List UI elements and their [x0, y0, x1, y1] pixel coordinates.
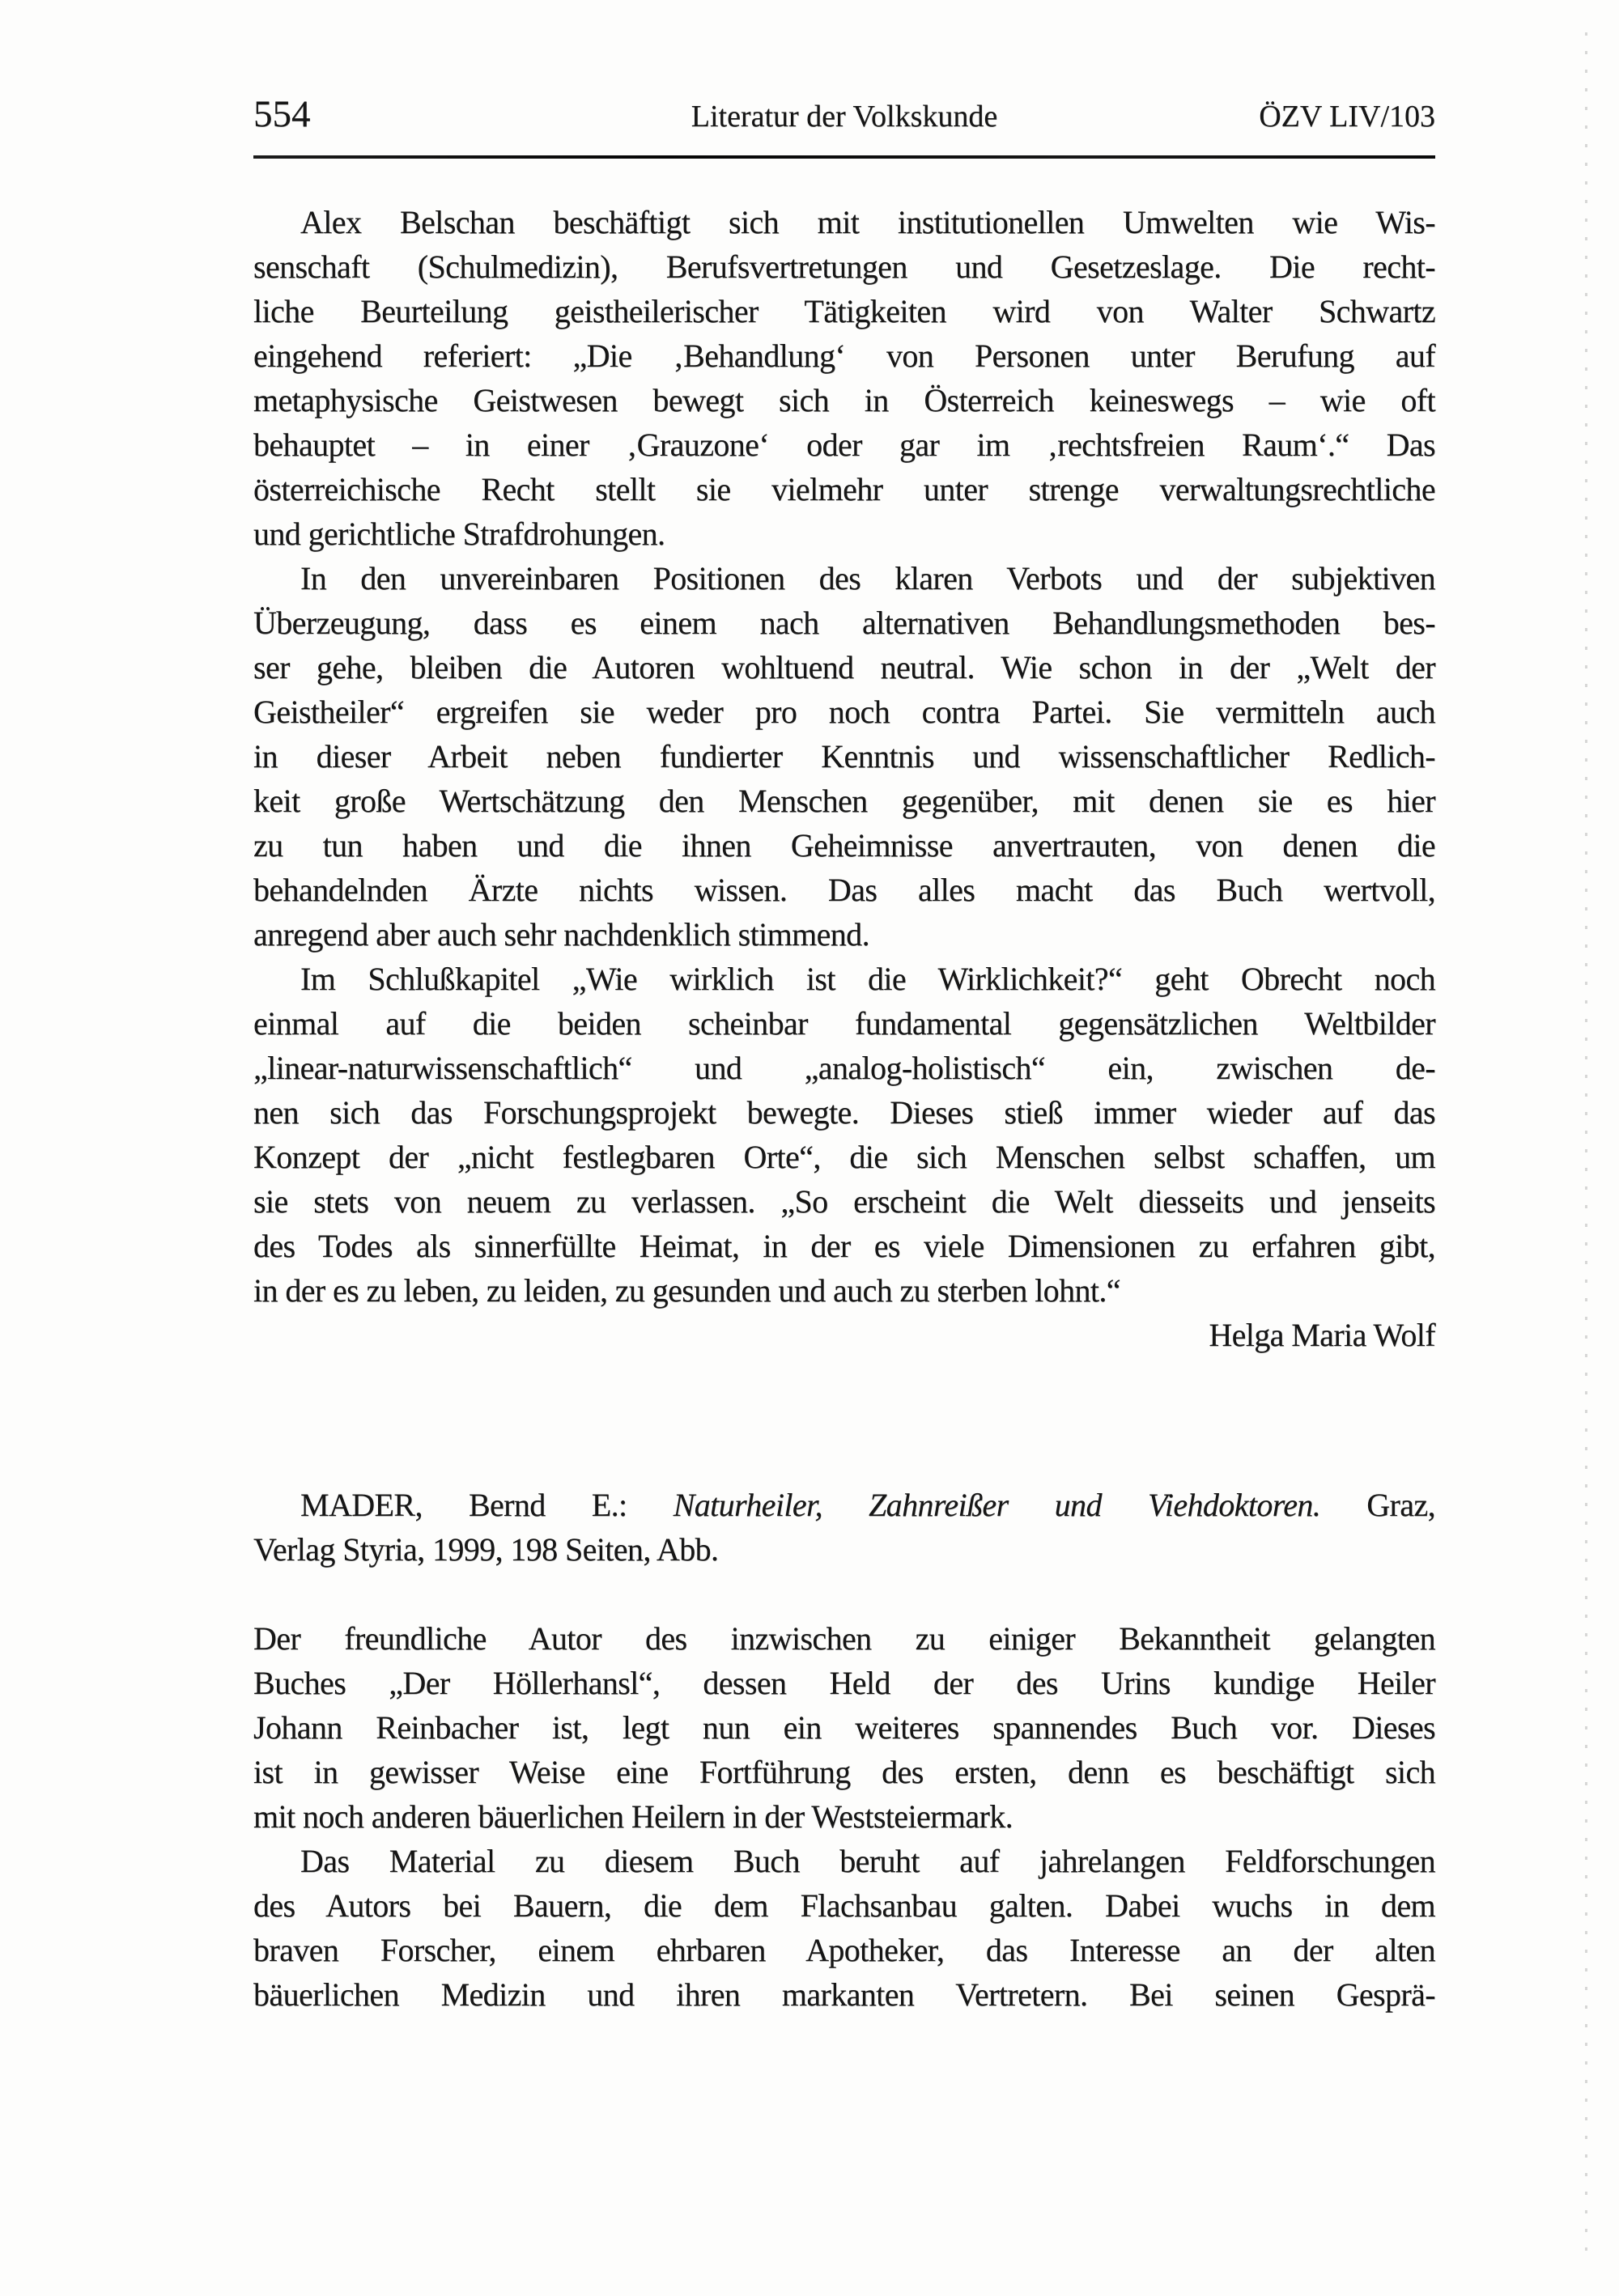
running-head: [253, 95, 1435, 134]
review-wolf-body: [253, 200, 1435, 1313]
citation-text: Verlag Styria, 1999, 198 Seiten, Abb.: [253, 1531, 719, 1568]
text-line: In den unvereinbaren Positionen des klaren Verbots und der subjektiven: [300, 560, 1435, 596]
text-line: behauptet – in einer ‚Grauzone‘ oder gar im ‚rechtsfreien Raum‘.“ Das: [253, 427, 1435, 463]
text-line: des Autors bei Bauern, die dem Flachsanbau galten. Dabei wuchs in dem: [253, 1887, 1435, 1924]
text-line: österreichische Recht stellt sie vielmehr unter strenge verwaltungsrechtliche: [253, 471, 1435, 507]
text-line: und gerichtliche Strafdrohungen.: [253, 516, 665, 552]
text-line: nen sich das Forschungsprojekt bewegte. Dieses stieß immer wieder auf das: [253, 1094, 1435, 1131]
text-line: Überzeugung, dass es einem nach alternativen Behandlungsmethoden bes-: [253, 605, 1435, 641]
citation-text: Graz,: [1320, 1487, 1435, 1523]
text-line: ist in gewisser Weise eine Fortführung des ersten, denn es beschäftigt sich: [253, 1754, 1435, 1790]
text-line: ser gehe, bleiben die Autoren wohltuend neutral. Wie schon in der „Welt der: [253, 649, 1435, 685]
reviewer-signature: Helga Maria Wolf: [1209, 1317, 1435, 1353]
text-line: Das Material zu diesem Buch beruht auf jahrelangen Feldforschungen: [300, 1843, 1435, 1879]
text-line: „linear-naturwissenschaftlich“ und „analog-holistisch“ ein, zwischen de-: [253, 1050, 1435, 1086]
citation-text: MADER, Bernd E.:: [300, 1487, 674, 1523]
text-line: Johann Reinbacher ist, legt nun ein weiteres spannendes Buch vor. Dieses: [253, 1709, 1435, 1746]
text-line: senschaft (Schulmedizin), Berufsvertretungen und Gesetzeslage. Die recht-: [253, 248, 1435, 285]
text-line: Buches „Der Höllerhansl“, dessen Held der des Urins kundige Heiler: [253, 1665, 1435, 1701]
text-line: eingehend referiert: „Die ‚Behandlung‘ von Personen unter Berufung auf: [253, 337, 1435, 374]
text-line: mit noch anderen bäuerlichen Heilern in der Weststeiermark.: [253, 1798, 1013, 1835]
text-line: einmal auf die beiden scheinbar fundamental gegensätzlichen Weltbilder: [253, 1005, 1435, 1042]
book-title-italic: Naturheiler, Zahnreißer und Viehdoktoren.: [673, 1487, 1321, 1523]
paragraph: [253, 1616, 1435, 1839]
text-line: Konzept der „nicht festlegbaren Orte“, die sich Menschen selbst schaffen, um: [253, 1139, 1435, 1175]
paragraph: [253, 1839, 1435, 2017]
text-line: behandelnden Ärzte nichts wissen. Das alles macht das Buch wertvoll,: [253, 872, 1435, 908]
text-line: des Todes als sinnerfüllte Heimat, in der es viele Dimensionen zu erfahren gibt,: [253, 1228, 1435, 1264]
text-line: Der freundliche Autor des inzwischen zu einiger Bekanntheit gelangten: [253, 1620, 1435, 1657]
paragraph: [253, 957, 1435, 1313]
paragraph: [253, 556, 1435, 957]
text-line: keit große Wertschätzung den Menschen gegenüber, mit denen sie es hier: [253, 783, 1435, 819]
page-number: 554: [253, 93, 311, 135]
journal-issue-label: ÖZV LIV/103: [1259, 100, 1435, 134]
text-line: in dieser Arbeit neben fundierter Kenntnis und wissenschaftlicher Redlich-: [253, 738, 1435, 775]
book-citation: [253, 1483, 1435, 1572]
text-block: [253, 200, 1435, 2017]
review-mader-body: [253, 1616, 1435, 2017]
text-line: Alex Belschan beschäftigt sich mit institutionellen Umwelten wie Wis-: [300, 204, 1435, 240]
section-gap: [253, 1357, 1435, 1483]
citation-line: [253, 1527, 1435, 1572]
text-line: liche Beurteilung geistheilerischer Tätigkeiten wird von Walter Schwartz: [253, 293, 1435, 329]
paragraph: [253, 200, 1435, 556]
text-line: anregend aber auch sehr nachdenklich stimmend.: [253, 916, 869, 953]
text-line: zu tun haben und die ihnen Geheimnisse anvertrauten, von denen die: [253, 827, 1435, 864]
text-line: in der es zu leben, zu leiden, zu gesunden und auch zu sterben lohnt.“: [253, 1272, 1120, 1309]
text-line: metaphysische Geistwesen bewegt sich in Österreich keineswegs – wie oft: [253, 382, 1435, 418]
citation-gap: [253, 1572, 1435, 1616]
running-head-title: Literatur der Volkskunde: [691, 100, 998, 134]
text-line: Im Schlußkapitel „Wie wirklich ist die Wirklichkeit?“ geht Obrecht noch: [300, 961, 1435, 997]
text-line: bäuerlichen Medizin und ihren markanten Vertretern. Bei seinen Gesprä-: [253, 1976, 1435, 2013]
scan-artifact-dotted-line: [1585, 32, 1587, 2262]
header-rule: [253, 155, 1435, 159]
text-line: Geistheiler“ ergreifen sie weder pro noch contra Partei. Sie vermitteln auch: [253, 694, 1435, 730]
text-line: sie stets von neuem zu verlassen. „So erscheint die Welt diesseits und jenseits: [253, 1183, 1435, 1220]
text-line: braven Forscher, einem ehrbaren Apotheker, das Interesse an der alten: [253, 1932, 1435, 1968]
citation-line: [253, 1483, 1435, 1527]
